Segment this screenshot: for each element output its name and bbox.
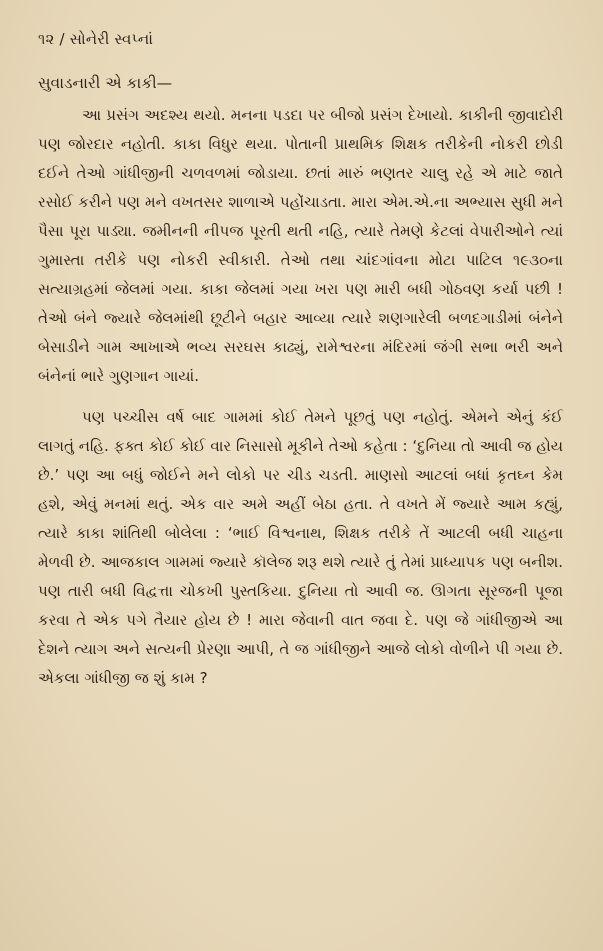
running-head: ૧૨ / સોનેરી સ્વપ્નાં — [38, 30, 154, 48]
body-paragraph: આ પ્રસંગ અદશ્ય થયો. મનના પડદા પર બીજો પ્રસંગ દેખાયો. કાકીની જીવાદોરી પણ જોરદાર નહોતી. કાકા વિધુર થયા. પોતાની પ્રાથમિક શિક્ષક તરીકેની નોકરી છોડી દઈને તેઓ ગાંધીજીની ચળવળમાં જોડાયા. છતાં મારું ભણતર ચાલુ રહે એ માટે જાતે રસોઈ કરીને પણ મને વખતસર શાળાએ પહોંચાડતા. મારા એમ.એ.ના અભ્યાસ સુધી મને પૈસા પૂરા પાડ્યા. જમીનની નીપજ પૂરતી થતી નહિ, ત્યારે તેમણે કેટલાં વેપારીઓને ત્યાં ગુમાસ્તા તરીકે પણ નોકરી સ્વીકારી. તેઓ તથા ચાંદગાંવના મોટા પાટિલ ૧૯૩૦ના સત્યાગ્રહમાં જેલમાં ગયા. કાકા જેલમાં ગયા ખરા પણ મારી બધી ગોઠવણ કર્યા પછી ! તેઓ બંને જ્યારે જેલમાંથી છૂટીને બહાર આવ્યા ત્યારે શણગારેલી બળદગાડીમાં બંનેને બેસાડીને ગામ આખાએ ભવ્ય સરઘસ કાઢ્યું, રામેશ્વરના મંદિરમાં જંગી સભા ભરી અને બંનેનાં ભારે ગુણગાન ગાયાં. — [38, 106, 563, 385]
section-heading: સુવાડનારી એ કાકી— — [38, 74, 173, 92]
body-paragraph: પણ પચ્ચીસ વર્ષ બાદ ગામમાં કોઈ તેમને પૂછતું પણ નહોતું. એમને એનું કંઈ લાગતું નહિ. ફક્ત કોઈ કોઈ વાર નિસાસો મૂકીને તેઓ કહેતા : ‘દુનિયા તો આવી જ હોય છે.’ પણ આ બધું જોઈને મને લોકો પર ચીડ ચડતી. માણસો આટલાં બધાં કૃતઘ્ન કેમ હશે, એવું મનમાં થતું. એક વાર અમે અહીં બેઠા હતા. તે વખતે મેં જ્યારે આમ કહ્યું, ત્યારે કાકા શાંતિથી બોલેલા : ‘ભાઈ વિશ્વનાથ, શિક્ષક તરીકે તેં આટલી બધી ચાહના મેળવી છે. આજકાલ ગામમાં જ્યારે કૉલેજ શરૂ થશે ત્યારે તું તેમાં પ્રાધ્યાપક પણ બનીશ. પણ તારી બધી વિદ્વત્તા ચોકખી પુસ્તકિયા. દુનિયા તો આવી જ. ઊગતા સૂરજની પૂજા કરવા તે એક પગે તૈયાર હોય છે ! મારા જેવાની વાત જવા દે. પણ જે ગાંધીજીએ આ દેશને ત્યાગ અને સત્યની પ્રેરણા આપી, તે જ ગાંધીજીને આજે લોકો વોળીને પી ગયા છે. એકલા ગાંધીજી જ શું કામ ? — [38, 408, 563, 687]
